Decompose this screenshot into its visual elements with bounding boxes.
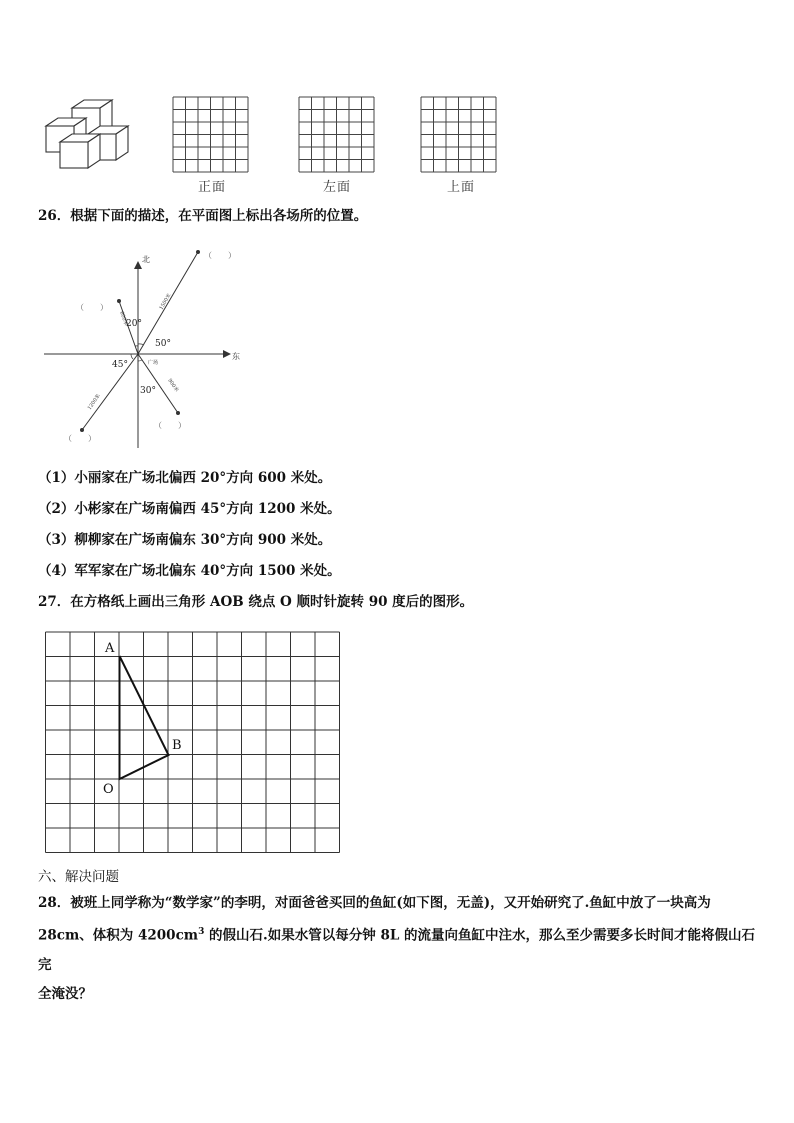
q28-text — [38, 889, 758, 1009]
q28-line-2b: 的假山石.如果水管以每分钟 8L 的流量向鱼缸中注水，那么至少需要多长时间才能将假山石完 — [38, 927, 756, 973]
q27-prompt: 27．在方格纸上画出三角形 AOB 绕点 O 顺时针旋转 90 度后的图形。 — [38, 594, 474, 610]
section-heading: 六、解决问题 — [38, 869, 119, 885]
blank-sw: （ ） — [64, 434, 96, 443]
angle-20: 20° — [126, 319, 142, 329]
q28-line-1: 28．被班上同学称为“数学家”的李明，对面爸爸买回的鱼缸(如下图，无盖)，又开始研究了.鱼缸中放了一块高为 — [38, 895, 711, 911]
blank-ne: （ ） — [204, 251, 236, 260]
angle-30: 30° — [140, 386, 156, 396]
blank-nw: （ ） — [76, 303, 108, 312]
q26-item-3: （3）柳柳家在广场南偏东 30°方向 900 米处。 — [38, 532, 332, 548]
caption-top: 上面 — [447, 180, 476, 195]
grid-front-view[interactable] — [172, 96, 250, 174]
q28-line-3: 全淹没？ — [38, 985, 92, 1002]
caption-front: 正面 — [198, 180, 227, 195]
grid-left-view[interactable] — [298, 96, 376, 174]
q28-line-2 — [38, 918, 758, 980]
label-o: O — [103, 782, 114, 797]
grid-top-view[interactable] — [420, 96, 498, 174]
center-label: 广场 — [148, 360, 159, 366]
label-b: B — [172, 738, 182, 753]
q26-item-2: （2）小彬家在广场南偏西 45°方向 1200 米处。 — [38, 501, 341, 517]
cube-stack-figure — [40, 96, 130, 176]
blank-se: （ ） — [154, 421, 186, 430]
north-label: 北 — [142, 255, 150, 264]
dist-1500: 1500米 — [158, 292, 173, 311]
angle-45: 45° — [112, 360, 128, 370]
q28-line-2a: 28cm、体积为 4200cm — [38, 927, 199, 944]
direction-map — [40, 240, 250, 450]
dist-900: 900米 — [166, 377, 180, 394]
q26-prompt: 26．根据下面的描述，在平面图上标出各场所的位置。 — [38, 208, 368, 224]
ray-sw — [82, 354, 138, 430]
dist-600: 600米 — [118, 310, 129, 327]
rotation-grid[interactable] — [40, 628, 342, 858]
label-a: A — [105, 641, 115, 656]
east-label: 东 — [232, 352, 240, 361]
q26-item-4: （4）军军家在广场北偏东 40°方向 1500 米处。 — [38, 563, 341, 579]
caption-left: 左面 — [323, 180, 352, 195]
dist-1200: 1200米 — [86, 393, 102, 412]
angle-50: 50° — [155, 339, 171, 349]
q26-item-1: （1）小丽家在广场北偏西 20°方向 600 米处。 — [38, 470, 332, 486]
q28-superscript: 3 — [198, 927, 205, 937]
